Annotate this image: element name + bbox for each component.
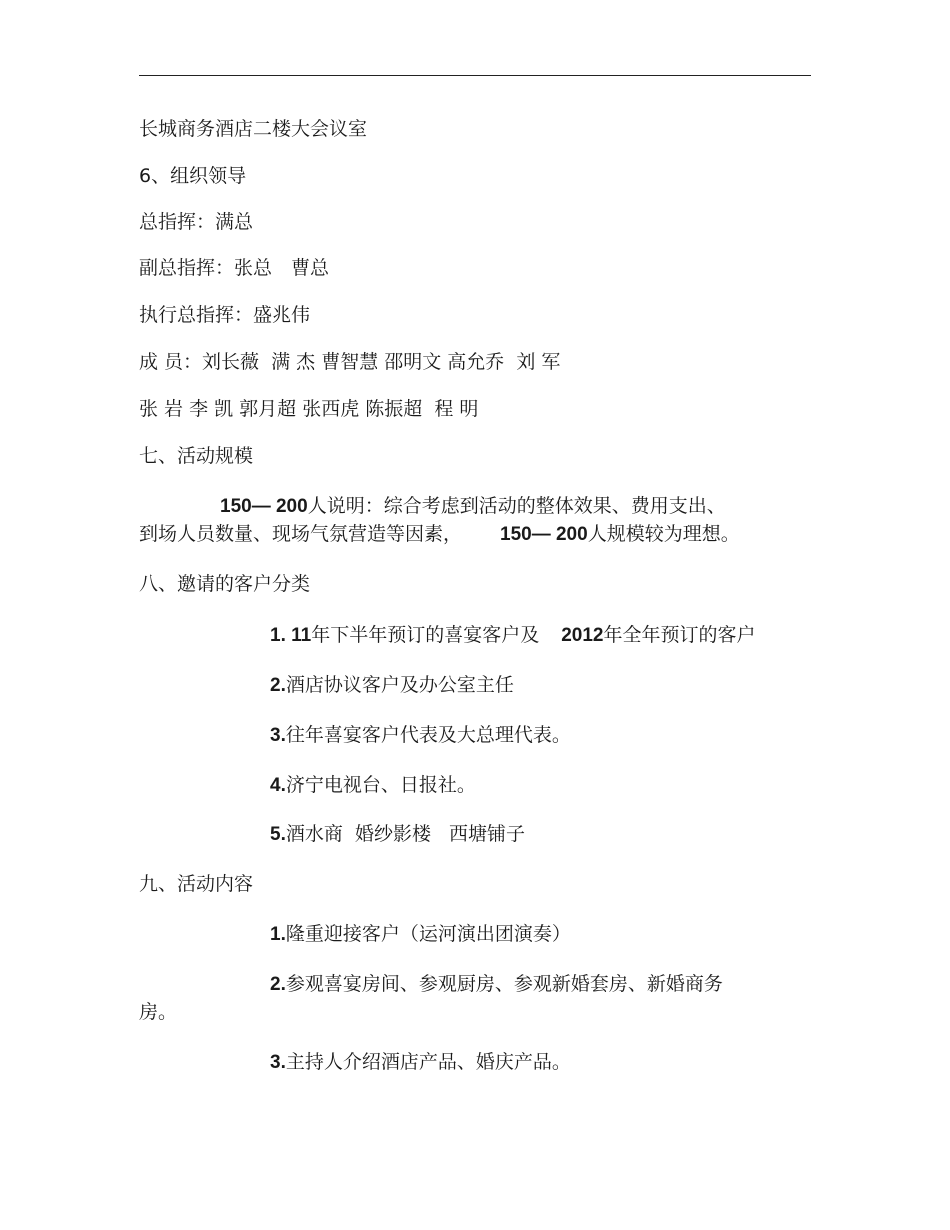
list-item <box>270 673 514 698</box>
list-item <box>270 822 525 847</box>
list-item <box>270 972 723 997</box>
scale-text: 人说明：综合考虑到活动的整体效果、费用支出、 <box>307 495 726 517</box>
list-item-number: 2. <box>270 974 286 995</box>
list-item <box>270 623 756 648</box>
scale-text: 人规模较为理想。 <box>587 523 740 545</box>
list-item <box>270 773 476 798</box>
list-item-number: 1. <box>270 924 286 945</box>
section-8-title: 八、邀请的客户分类 <box>139 573 311 595</box>
section-6-title: 6、组织领导 <box>139 165 247 187</box>
list-item <box>270 922 571 947</box>
list-item-number: 5. <box>270 824 286 845</box>
list-item-text: 往年喜宴客户代表及大总理代表。 <box>285 724 571 746</box>
scale-number: 150— 200 <box>220 496 308 517</box>
list-item-number: 1. 11 <box>270 625 312 646</box>
list-item-text: 隆重迎接客户（运河演出团演奏） <box>285 923 571 945</box>
list-item-number: 2. <box>270 675 286 696</box>
scale-number: 150— 200 <box>500 524 588 545</box>
exec-commander-line: 执行总指挥：盛兆伟 <box>139 304 311 326</box>
venue-line: 长城商务酒店二楼大会议室 <box>139 118 368 140</box>
list-item-text: 济宁电视台、日报社。 <box>285 774 476 796</box>
section-9-title: 九、活动内容 <box>139 873 254 895</box>
members-line-1: 成 员：刘长薇 满 杰 曹智慧 邵明文 高允乔 刘 军 <box>139 351 561 373</box>
section-7-title: 七、活动规模 <box>139 445 254 467</box>
commander-line: 总指挥：满总 <box>139 211 254 233</box>
list-item-number: 2012 <box>561 625 604 646</box>
list-item-continuation: 房。 <box>139 1001 178 1023</box>
list-item <box>270 1050 571 1075</box>
scale-text: 到场人员数量、现场气氛营造等因素， <box>139 523 463 545</box>
scale-paragraph-line-2 <box>139 522 740 547</box>
list-item-text: 参观喜宴房间、参观厨房、参观新婚套房、新婚商务 <box>285 973 723 995</box>
list-item-text: 年下半年预订的喜宴客户及 <box>311 624 540 646</box>
members-line-2: 张 岩 李 凯 郭月超 张西虎 陈振超 程 明 <box>139 398 479 420</box>
list-item-text: 酒店协议客户及办公室主任 <box>285 674 514 696</box>
list-item <box>270 723 571 748</box>
vice-commander-line: 副总指挥：张总 曹总 <box>139 257 330 279</box>
list-item-number: 3. <box>270 1052 286 1073</box>
list-item-text: 主持人介绍酒店产品、婚庆产品。 <box>285 1051 571 1073</box>
list-item-number: 3. <box>270 725 286 746</box>
header-rule <box>139 75 811 76</box>
list-item-text: 酒水商 婚纱影楼 西塘铺子 <box>285 823 526 845</box>
scale-paragraph-line-1 <box>220 494 726 519</box>
list-item-text: 年全年预订的客户 <box>603 624 756 646</box>
list-item-number: 4. <box>270 775 286 796</box>
